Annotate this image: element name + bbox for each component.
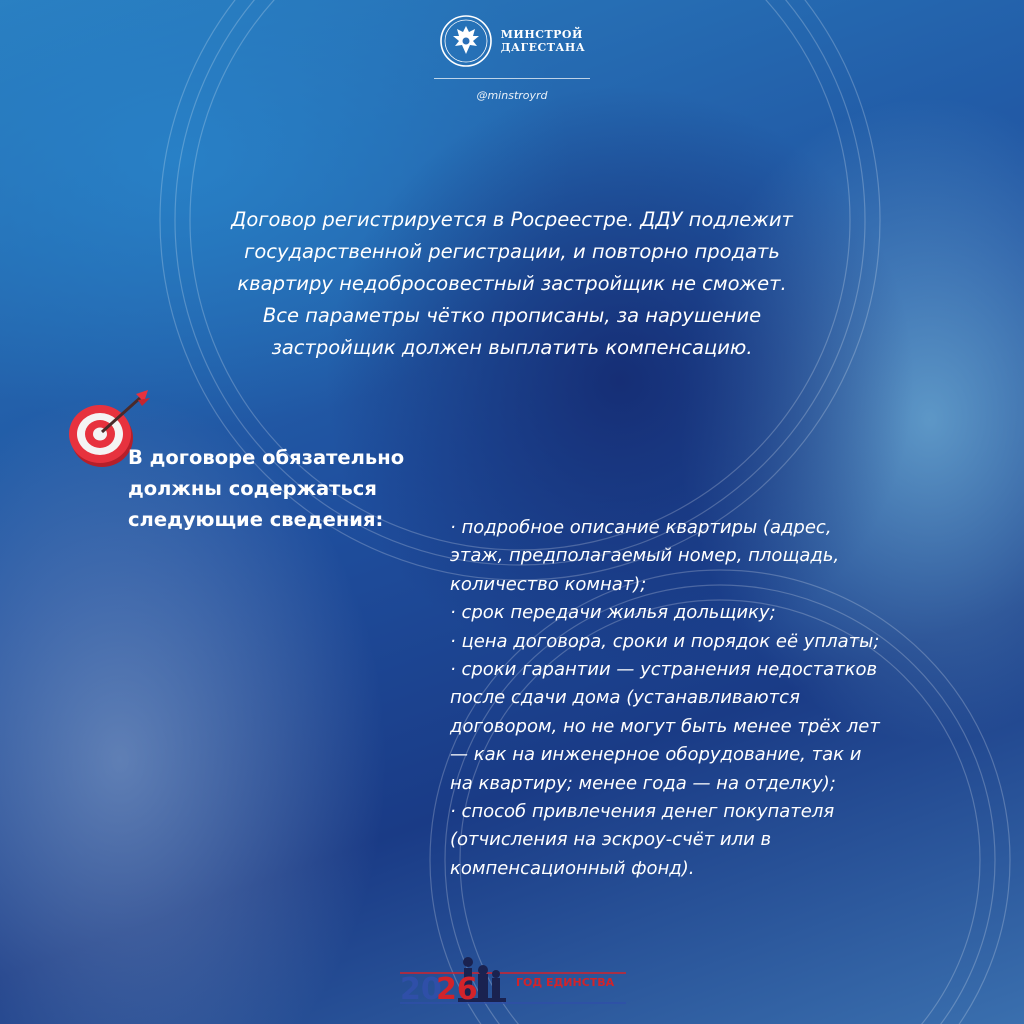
list-item: после сдачи дома (устанавливаются — [450, 687, 800, 709]
org-name — [501, 28, 585, 54]
year-prefix: 20 — [400, 972, 442, 1007]
intro-line: застройщик должен выплатить компенсацию. — [271, 336, 753, 359]
org-name-line1: МИНСТРОЙ — [500, 28, 583, 41]
list-item: · цена договора, сроки и порядок её уплаты; — [450, 630, 880, 652]
year-of-unity-logo — [400, 940, 630, 1010]
requirements-heading — [128, 442, 488, 535]
list-item: · срок передачи жилья дольщику; — [450, 602, 776, 624]
slogan: ГОД ЕДИНСТВА — [516, 976, 615, 989]
dagestan-coat-of-arms-icon — [439, 14, 493, 68]
intro-line: Договор регистрируется в Росреестре. ДДУ подлежит — [231, 208, 793, 231]
list-item: этаж, предполагаемый номер, площадь, — [450, 545, 840, 567]
header — [0, 14, 1024, 102]
intro-line: государственной регистрации, и повторно продать — [244, 240, 780, 263]
list-item: (отчисления на эскроу-счёт или в — [450, 829, 772, 851]
heading-line: В договоре обязательно — [128, 446, 405, 469]
social-handle: @minstroyrd — [476, 89, 548, 102]
intro-line: квартиру недобросовестный застройщик не сможет. — [237, 272, 787, 295]
list-item: количество комнат); — [450, 573, 647, 595]
list-item: · сроки гарантии — устранения недостатков — [450, 659, 878, 681]
header-divider — [434, 78, 590, 79]
list-item: · подробное описание квартиры (адрес, — [450, 517, 832, 538]
year-suffix: 26 — [436, 972, 478, 1007]
logo — [0, 14, 1024, 68]
list-item: — как на инженерное оборудование, так и — [450, 744, 862, 766]
list-item: компенсационный фонд). — [450, 857, 695, 879]
list-item: договором, но не могут быть менее трёх лет — [450, 715, 880, 737]
requirements-list — [450, 514, 990, 883]
intro-line: Все параметры чётко прописаны, за нарушение — [262, 304, 762, 327]
intro-text — [150, 204, 874, 364]
org-name-line2: ДАГЕСТАНА — [500, 41, 586, 54]
heading-line: следующие сведения: — [128, 508, 384, 531]
list-item: · способ привлечения денег покупателя — [450, 801, 835, 823]
list-item: на квартиру; менее года — на отделку); — [450, 772, 836, 794]
heading-line: должны содержаться — [128, 477, 377, 500]
